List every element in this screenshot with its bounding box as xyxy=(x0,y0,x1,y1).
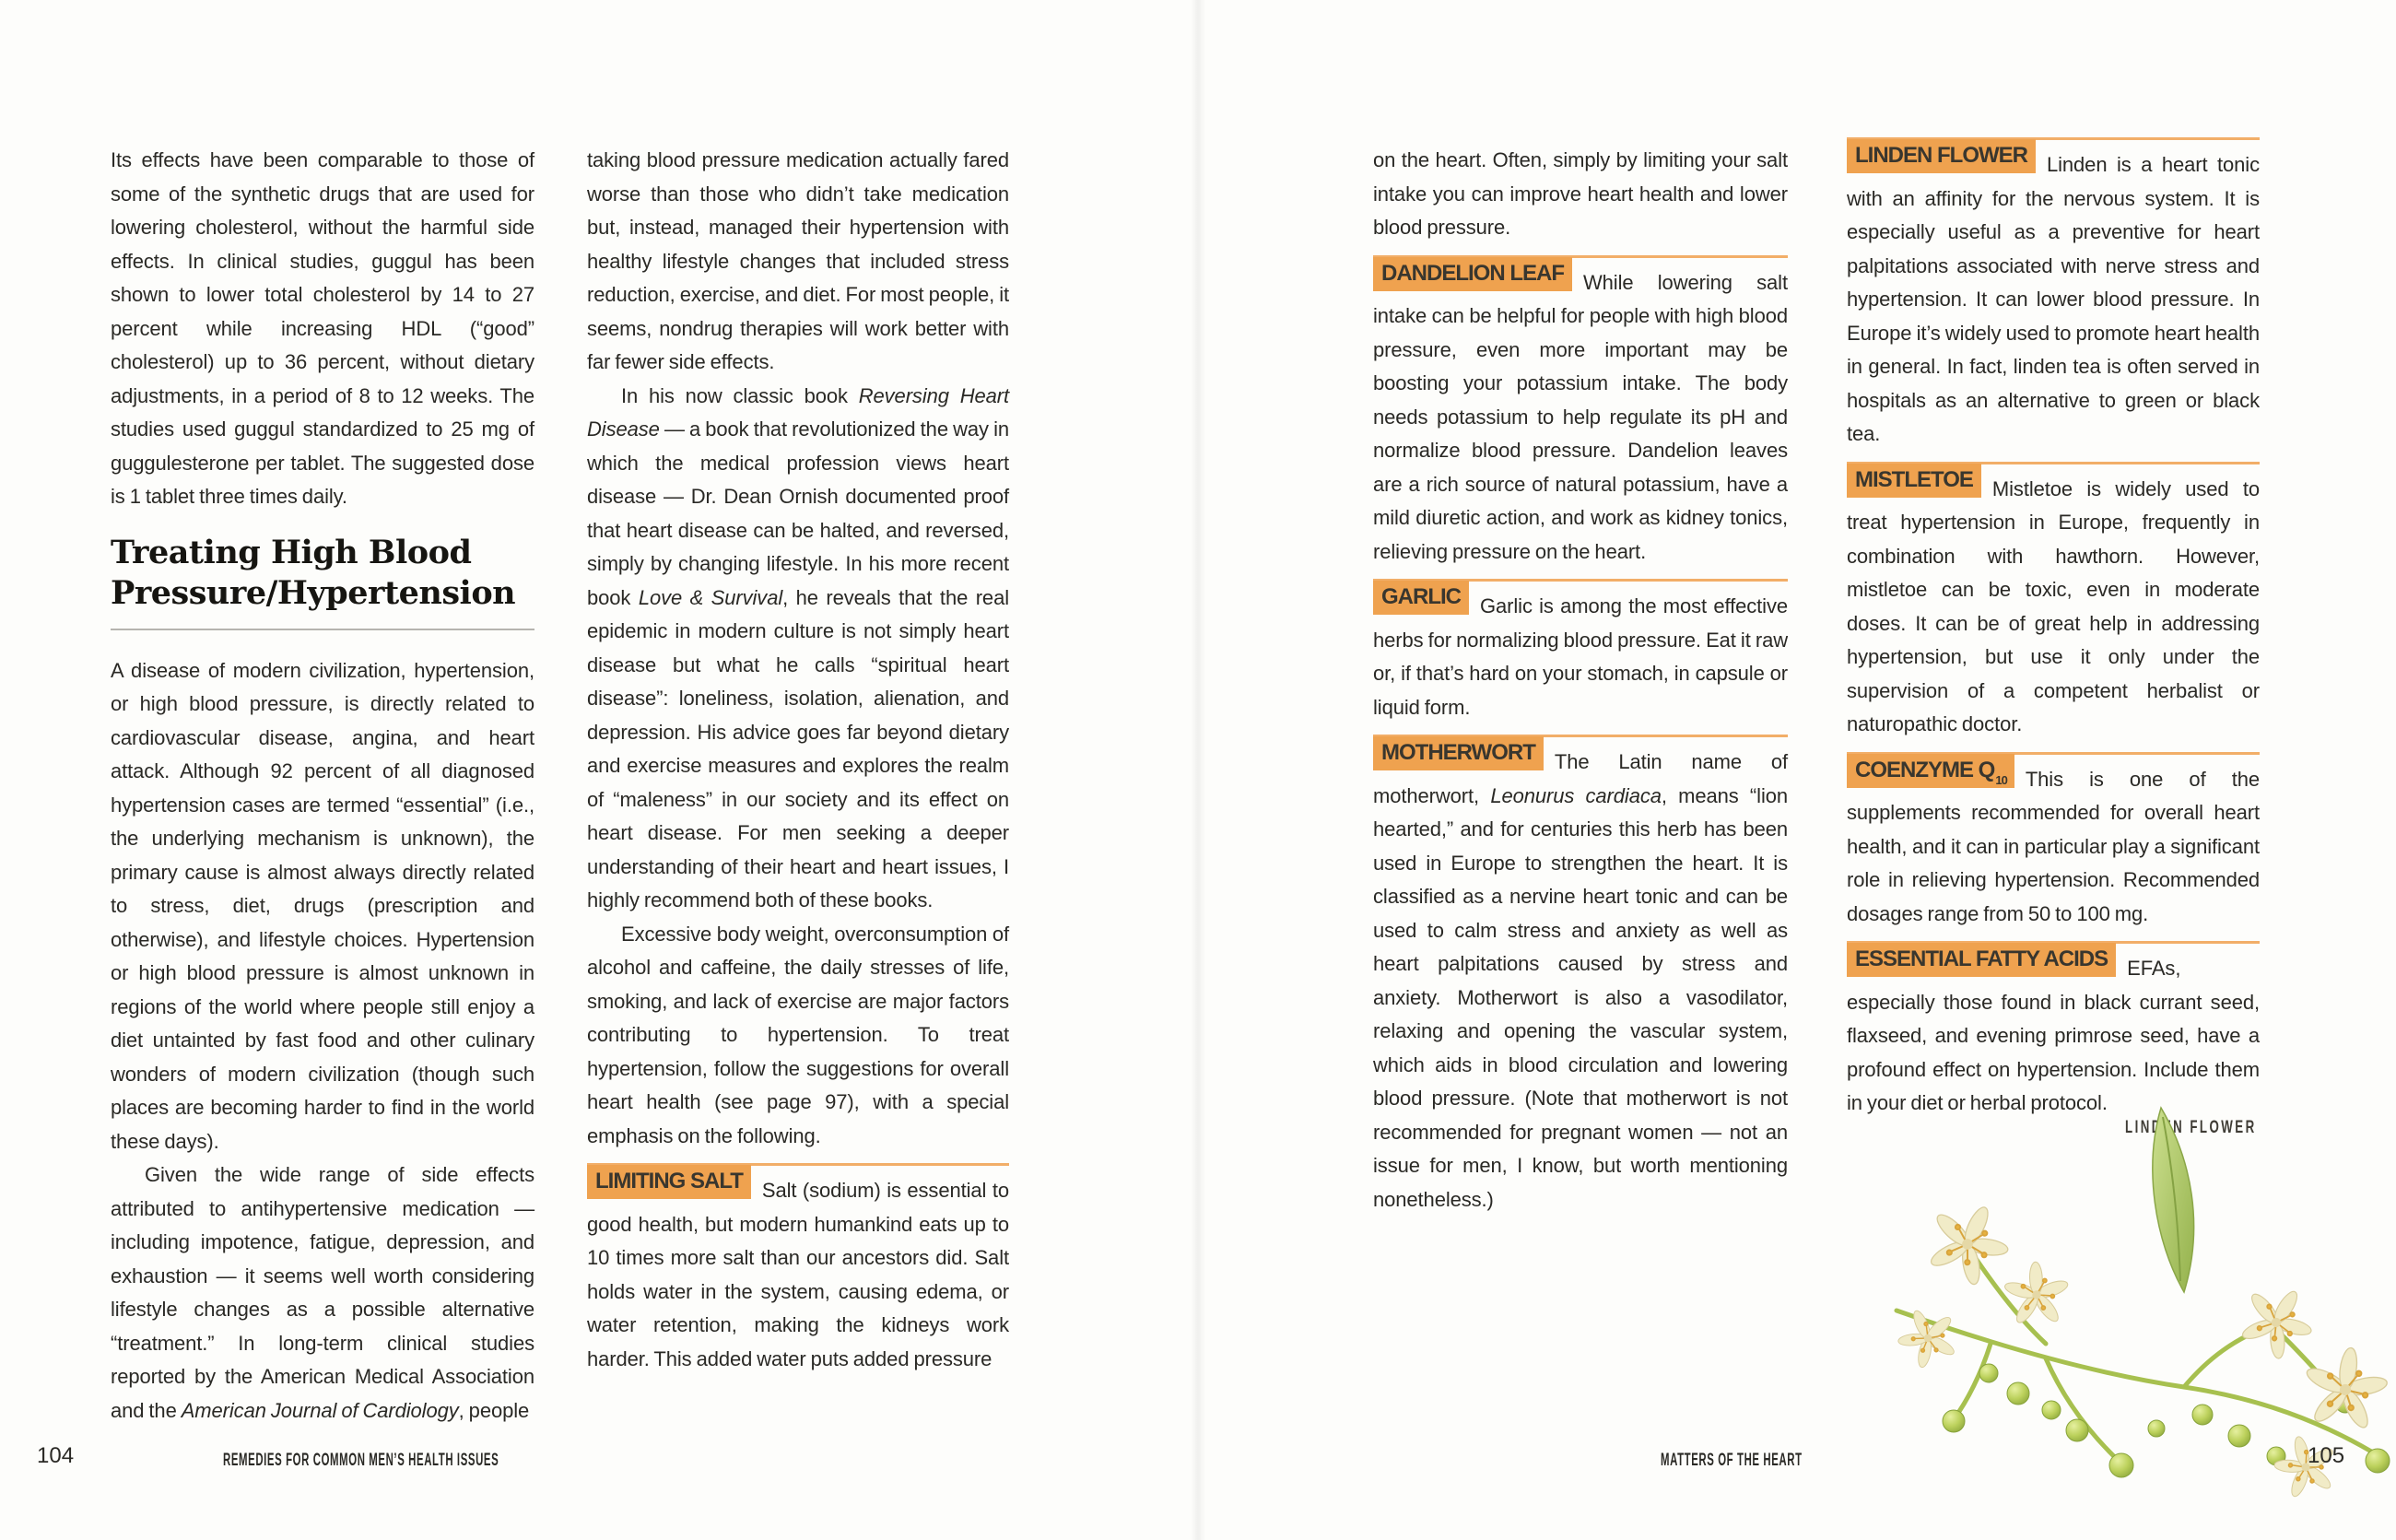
body-text-column-2 xyxy=(587,144,1009,1376)
remedy-label-dandelion-leaf: DANDELION LEAF xyxy=(1373,257,1572,291)
paragraph: GARLIC Garlic is among the most effective herbs for normalizing blood pressure. Eat it raw or, if that’s hard on your stomach, in capsule or liquid form. xyxy=(1373,590,1788,724)
body-text-column-4 xyxy=(1847,127,2260,1121)
paragraph: In his now classic book Reversing Heart Disease — a book that revolutionized the way in which the medical profession views heart disease — Dr. Dean Ornish documented proof that heart disease can be halted, and reversed, simply by changing lifestyle. In his more recent book Love & Survival, he reveals that the real epidemic in modern culture is not simply heart disease but what he calls “spiritual heart disease”: loneliness, isolation, alienation, and depression. His advice goes far beyond dietary and exercise measures and explores the realm of “maleness” in our society and its effect on heart disease. For men seeking a deeper understanding of their heart and heart issues, I highly recommend both of these books. xyxy=(587,383,1009,911)
body-text-column-1 xyxy=(111,144,534,1428)
remedy-label-essential-fatty-acids: ESSENTIAL FATTY ACIDS xyxy=(1847,943,2116,977)
page-number-right: 105 xyxy=(2308,1443,2345,1468)
paragraph: COENZYME $Q_{10}$ This is one of the supplements recommended for overall heart health, and it can in particular play a significant role in relieving hypertension. Recommended dosages range from 50 to 100 mg. xyxy=(1847,763,2260,932)
remedy-section-garlic xyxy=(1373,579,1788,724)
remedy-section-coenzyme-q10 xyxy=(1847,752,2260,932)
paragraph: Excessive body weight, overconsumption of alcohol and caffeine, the daily stresses of life, smoking, and lack of exercise are major factors contributing to hypertension. To treat hypertension, follow the suggestions for overall heart health (see page 97), with a special emphasis on the following. xyxy=(587,922,1009,1147)
running-head-left: REMEDIES FOR COMMON MEN’S HEALTH ISSUES xyxy=(223,1451,499,1470)
paragraph: Given the wide range of side effects attributed to antihypertensive medication — including impotence, fatigue, depression, and exhaustion — it seems well worth considering lifestyle changes as a possible alternative “treatment.” In long-term clinical studies reported by the American Medical Association and the American Journal of Cardiology, people xyxy=(111,1163,534,1422)
remedy-section-mistletoe xyxy=(1847,462,2260,742)
paragraph: A disease of modern civilization, hypertension, or high blood pressure, is directly related to cardiovascular disease, angina, and heart attack. Although 92 percent of all diagnosed hypertension cases are termed “essential” (i.e., the underlying mechanism is unknown), the primary cause is almost always directly related to stress, diet, drugs (prescription and otherwise), and lifestyle choices. Hypertension or high blood pressure is almost unknown in regions of the world where people still enjoy a diet untainted by fast food and other culinary wonders of modern civilization (though such places are becoming harder to find in the world these days). xyxy=(111,658,534,1153)
paragraph: MOTHERWORT The Latin name of motherwort, Leonurus cardiaca, means “lion hearted,” and for centuries this herb has been used in Europe to strengthen the heart. It is classified as a nervine heart tonic and can be used to calm stress and anxiety as well as heart palpitations caused by stress and anxiety. Motherwort is also a vasodilator, relaxing and opening the vascular system, which aids in blood circulation and lowering blood pressure. (Note that motherwort is not recommended for pregnant women — not an issue for men, I know, but worth mentioning nonetheless.) xyxy=(1373,746,1788,1217)
page-gutter xyxy=(1191,0,1205,1540)
remedy-section-limiting-salt xyxy=(587,1163,1009,1376)
remedy-label-mistletoe: MISTLETOE xyxy=(1847,464,1981,498)
remedy-label-motherwort: MOTHERWORT xyxy=(1373,736,1544,770)
remedy-section-linden-flower xyxy=(1847,137,2260,452)
paragraph: ESSENTIAL FATTY ACIDS EFAs, especially those found in black currant seed, flaxseed, and evening primrose seed, have a profound effect on hypertension. Include them in your diet or herbal protocol. xyxy=(1847,952,2260,1121)
section-heading: Treating High Blood Pressure/Hypertension xyxy=(111,533,534,630)
remedy-section-essential-fatty-acids xyxy=(1847,941,2260,1121)
remedy-label-garlic: GARLIC xyxy=(1373,581,1469,615)
remedy-label-limiting-salt: LIMITING SALT xyxy=(587,1165,751,1199)
paragraph: LIMITING SALT Salt (sodium) is essential to good health, but modern humankind eats up to 10 times more salt than our ancestors did. Salt holds water in the system, causing edema, or water retention, making the kidneys work harder. This added water puts added pressure xyxy=(587,1174,1009,1376)
paragraph: Its effects have been comparable to those of some of the synthetic drugs that are used for lowering cholesterol, without the harmful side effects. In clinical studies, guggul has been shown to lower total cholesterol by 14 to 27 percent while increasing HDL (“good” cholesterol) up to 36 percent, without dietary adjustments, in a period of 8 to 12 weeks. The studies used guggul standardized to 25 mg of guggulesterone per tablet. The suggested dose is 1 tablet three times daily. xyxy=(111,148,534,508)
remedy-label-coenzyme-q10: COENZYME $Q_{10}$ xyxy=(1847,754,2014,788)
running-head-right: MATTERS OF THE HEART xyxy=(1661,1451,1803,1470)
paragraph: LINDEN FLOWER Linden is a heart tonic with an affinity for the nervous system. It is especially useful as a preventive for heart palpitations associated with nerve stress and hypertension. It can lower blood pressure. In Europe it’s widely used to promote heart health in general. In fact, linden tea is often served in hospitals as an alternative to green or black tea. xyxy=(1847,148,2260,452)
paragraph: MISTLETOE Mistletoe is widely used to treat hypertension in Europe, frequently in combination with hawthorn. However, mistletoe can be toxic, even in moderate doses. It can be of great help in addressing hypertension, but use it only under the supervision of a competent herbalist or naturopathic doctor. xyxy=(1847,473,2260,742)
body-text-column-3 xyxy=(1373,144,1788,1217)
remedy-label-linden-flower: LINDEN FLOWER xyxy=(1847,139,2036,173)
paragraph: taking blood pressure medication actually fared worse than those who didn’t take medication but, instead, managed their hypertension with healthy lifestyle changes that included stress reduction, exercise, and diet. For most people, it seems, nondrug therapies will work better with far fewer side effects. xyxy=(587,148,1009,373)
paragraph: DANDELION LEAF While lowering salt intake can be helpful for people with high blood pressure, even more important may be boosting your potassium intake. The body needs potassium to help regulate its pH and normalize blood pressure. Dandelion leaves are a rich source of natural potassium, have a mild diuretic action, and work as kidney tonics, relieving pressure on the heart. xyxy=(1373,266,1788,570)
page-number-left: 104 xyxy=(37,1443,75,1468)
paragraph: on the heart. Often, simply by limiting your salt intake you can improve heart health and lower blood pressure. xyxy=(1373,148,1788,239)
remedy-section-dandelion-leaf xyxy=(1373,255,1788,570)
photo-caption: LINDEN FLOWER xyxy=(2125,1118,2257,1137)
remedy-section-motherwort xyxy=(1373,735,1788,1217)
